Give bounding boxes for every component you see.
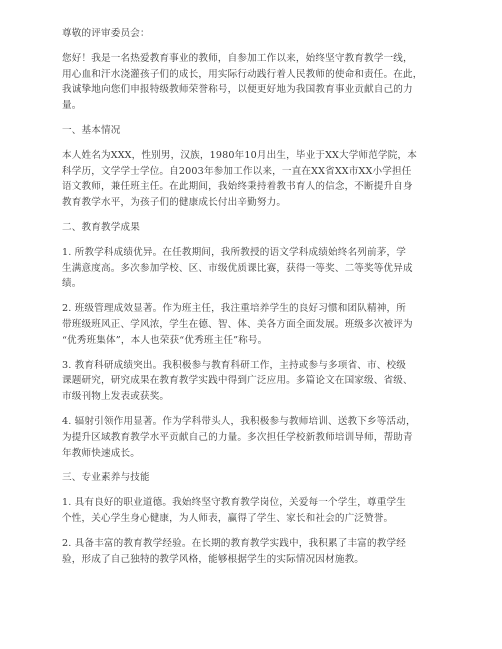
text-line: 我诚挚地向您们申报特级教师荣誉称号，以便更好地为我国教育事业贡献自己的力	[62, 84, 413, 96]
section-heading: 二、教育教学成果	[62, 221, 140, 233]
achievement-item	[62, 301, 446, 348]
text-line: 1. 具有良好的职业道德。我始终坚守教育教学岗位，关爱每一个学生，尊重学生	[62, 497, 406, 509]
text-line: 绩。	[62, 278, 82, 290]
text-line: 2. 班级管理成效显著。作为班主任，我注重培养学生的良好习惯和团队精神，所	[62, 303, 406, 315]
text-line: 用心血和汗水浇灌孩子们的成长，用实际行动践行着人民教师的使命和责任。在此，	[62, 68, 423, 80]
text-line: 验，形成了自己独特的教学风格，能够根据学生的实际情况因材施教。	[62, 553, 365, 565]
text-line: 为提升区域教育教学水平贡献自己的力量。多次担任学校新教师培训导师，帮助青	[62, 431, 413, 443]
text-line: 1. 所教学科成绩优异。在任教期间，我所教授的语文学科成绩始终名列前茅，学	[62, 246, 406, 258]
text-line: 3. 教育科研成绩突出。我积极参与教育科研工作，主持或参与多项省、市、校级	[62, 359, 406, 371]
achievement-item	[62, 245, 446, 292]
text-line: 市级刊物上发表或获奖。	[62, 391, 170, 403]
text-line: 您好！我是一名热爱教育事业的教师，自参加工作以来，始终坚守教育教学一线，	[62, 52, 413, 64]
salutation: 尊敬的评审委员会：	[62, 28, 150, 39]
text-line: 年教师快速成长。	[62, 447, 140, 459]
text-line: 量。	[62, 100, 82, 112]
text-line: 教育教学水平，为孩子们的健康成长付出辛勤努力。	[62, 197, 287, 209]
skill-item	[62, 536, 446, 568]
text-line: 2. 具备丰富的教育教学经验。在长期的教育教学实践中，我积累了丰富的教学经	[62, 537, 406, 549]
section-heading: 一、基本情况	[62, 124, 121, 136]
text-line: 4. 辐射引领作用显著。作为学科带头人，我积极参与教师培训、送教下乡等活动，	[62, 415, 416, 427]
text-line: 本人姓名为XXX，性别男，汉族，1980年10月出生，毕业于XX大学师范学院，本	[62, 149, 417, 161]
text-line: “优秀班集体”，本人也荣获“优秀班主任”称号。	[62, 334, 268, 346]
text-line: 生满意度高。多次参加学校、区、市级优质课比赛，获得一等奖、二等奖等优异成	[62, 262, 413, 274]
text-line: 课题研究，研究成果在教育教学实践中得到广泛应用。多篇论文在国家级、省级、	[62, 375, 413, 387]
section-heading: 三、专业素养与技能	[62, 472, 150, 484]
text-line: 带班级班风正、学风浓，学生在德、智、体、美各方面全面发展。班级多次被评为	[62, 318, 413, 330]
text-line: 语文教师，兼任班主任。在此期间，我始终秉持着教书育人的信念，不断提升自身	[62, 181, 413, 193]
achievement-item	[62, 414, 446, 461]
achievement-item	[62, 358, 446, 405]
text-line: 科学历，文学学士学位。自2003年参加工作以来，一直在XX省XX市XX小学担任	[62, 165, 412, 177]
document-page	[62, 26, 446, 567]
text-line: 个性，关心学生身心健康，为人师表，赢得了学生、家长和社会的广泛赞誉。	[62, 512, 394, 524]
skill-item	[62, 495, 446, 527]
basic-info-paragraph	[62, 148, 446, 211]
intro-paragraph	[62, 51, 446, 114]
